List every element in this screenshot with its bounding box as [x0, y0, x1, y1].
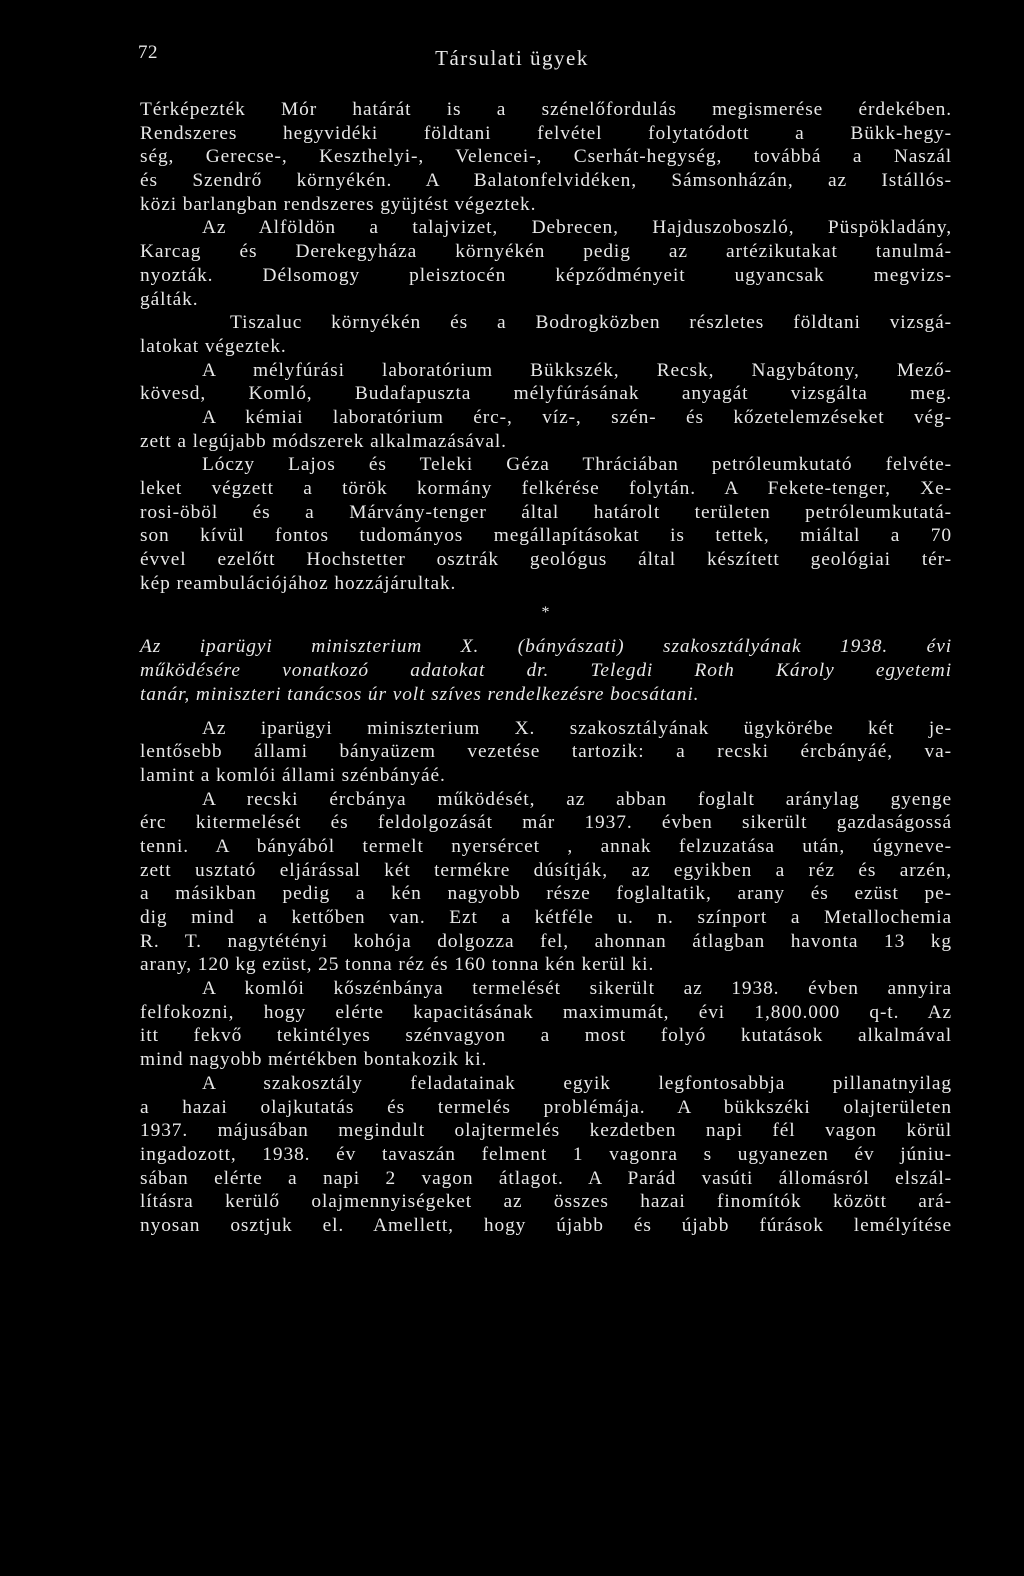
paragraph-line: R. T. nagytétényi kohója dolgozza fel, ahonnan átlagban havonta 13 kg: [140, 930, 952, 952]
paragraph-line: Lóczy Lajos és Teleki Géza Thráciában petróleumkutató felvéte-: [202, 454, 952, 476]
page-number: 72: [138, 42, 158, 63]
paragraph-line: A kémiai laboratórium érc-, víz-, szén- és kőzetelemzéseket vég-: [202, 406, 952, 428]
paragraph-line: lamint a komlói állami szénbányáé.: [140, 764, 446, 786]
paragraph-line: Karcag és Derekegyháza környékén pedig az artézikutakat tanulmá-: [140, 241, 952, 263]
paragraph-line: son kívül fontos tudományos megállapításokat is tettek, miáltal a 70: [140, 525, 952, 547]
paragraph-line: arany, 120 kg ezüst, 25 tonna réz és 160 tonna kén kerül ki.: [140, 954, 655, 976]
paragraph-line: érc kitermelését és feldolgozását már 1937. évben sikerült gazdaságossá: [140, 812, 952, 834]
paragraph-line: Az iparügyi miniszterium X. szakosztályának ügykörébe két je-: [202, 717, 952, 739]
paragraph-line: Tiszaluc környékén és a Bodrogközben részletes földtani vizsgá-: [230, 312, 952, 334]
running-title: Társulati ügyek: [435, 46, 589, 70]
paragraph-line: leket végzett a török kormány felkérése folytán. A Fekete-tenger, Xe-: [140, 478, 952, 499]
paragraph-line: és Szendrő környékén. A Balatonfelvidéken, Sámsonházán, az Istállós-: [140, 170, 952, 192]
paragraph-line: itt fekvő tekintélyes szénvagyon a most folyó kutatások alkalmával: [140, 1025, 952, 1047]
paragraph-line: Rendszeres hegyvidéki földtani felvétel folytatódott a Bükk-hegy-: [140, 122, 952, 144]
paragraph-line: lításra kerülő olajmennyiségeket az összes hazai finomítók között ará-: [140, 1191, 952, 1213]
paragraph-line: a másikban pedig a kén nagyobb része foglaltatik, arany és ezüst pe-: [140, 883, 952, 905]
paragraph-line: kövesd, Komló, Budafapuszta mélyfúrásának anyagát vizsgálta meg.: [140, 383, 952, 405]
paragraph-line: zett usztató eljárással két termékre dúsítják, az egyikben a réz és arzén,: [140, 859, 952, 881]
paragraph-line: mind nagyobb mértékben bontakozik ki.: [140, 1049, 488, 1071]
paragraph-line: felfokozni, hogy elérte kapacitásának maximumát, évi 1,800.000 q-t. Az: [140, 1001, 952, 1023]
paragraph-line: közi barlangban rendszeres gyüjtést végeztek.: [140, 193, 537, 215]
paragraph-line: lentősebb állami bányaüzem vezetése tartozik: a recski ércbányáé, va-: [140, 741, 952, 763]
paragraph-line: 1937. májusában megindult olajtermelés kezdetben napi fél vagon körül: [140, 1120, 952, 1142]
paragraph-line: dig mind a kettőben van. Ezt a kétféle u. n. színport a Metallochemia: [140, 907, 952, 928]
paragraph-line: Térképezték Mór határát is a szénelőfordulás megismerése érdekében.: [140, 99, 952, 120]
intro-line: működésére vonatkozó adatokat dr. Telegdi Roth Károly egyetemi: [140, 660, 952, 682]
paragraph-line: A szakosztály feladatainak egyik legfontosabbja pillanatnyilag: [202, 1072, 952, 1094]
paragraph-line: latokat végeztek.: [140, 335, 287, 357]
paragraph-line: A komlói kőszénbánya termelését sikerült az 1938. évben annyira: [202, 978, 952, 1000]
paragraph-line: Az Alföldön a talajvizet, Debrecen, Hajduszoboszló, Püspökladány,: [202, 217, 952, 239]
intro-line: Az iparügyi miniszterium X. (bányászati) szakosztályának 1938. évi: [140, 636, 952, 658]
paragraph-line: kép reambulációjához hozzájárultak.: [140, 572, 457, 594]
page-body: [140, 98, 952, 1238]
paragraph-line: ingadozott, 1938. év tavaszán felment 1 vagonra s ugyanezen év júniu-: [140, 1143, 952, 1165]
paragraph-line: gálták.: [140, 288, 199, 310]
paragraph-line: rosi-öböl és a Márvány-tenger által határolt területen petróleumkutatá-: [140, 501, 952, 523]
section-separator: *: [541, 604, 551, 622]
paragraph-line: nyozták. Délsomogy pleisztocén képződményeit ugyancsak megvizs-: [140, 264, 952, 286]
paragraph-line: ség, Gerecse-, Keszthelyi-, Velencei-, Cserhát-hegység, továbbá a Naszál: [140, 146, 952, 168]
paragraph-line: a hazai olajkutatás és termelés problémája. A bükkszéki olajterületen: [140, 1096, 952, 1118]
paragraph-line: A recski ércbánya működését, az abban foglalt aránylag gyenge: [202, 788, 952, 810]
paragraph-line: sában elérte a napi 2 vagon átlagot. A Parád vasúti állomásról elszál-: [140, 1167, 952, 1189]
paragraph-line: évvel ezelőtt Hochstetter osztrák geológus által készített geológiai tér-: [140, 549, 952, 571]
intro-line: tanár, miniszteri tanácsos úr volt szíves rendelkezésre bocsátani.: [140, 683, 700, 705]
paragraph-line: A mélyfúrási laboratórium Bükkszék, Recsk, Nagybátony, Mező-: [202, 359, 952, 381]
paragraph-line: zett a legújabb módszerek alkalmazásával.: [140, 430, 507, 452]
spacer: [140, 707, 952, 717]
paragraph-line: nyosan osztjuk el. Amellett, hogy újabb és újabb fúrások lemélyítése: [140, 1214, 952, 1236]
paragraph-line: tenni. A bányából termelt nyersércet , annak felzuzatása után, úgyneve-: [140, 835, 952, 857]
